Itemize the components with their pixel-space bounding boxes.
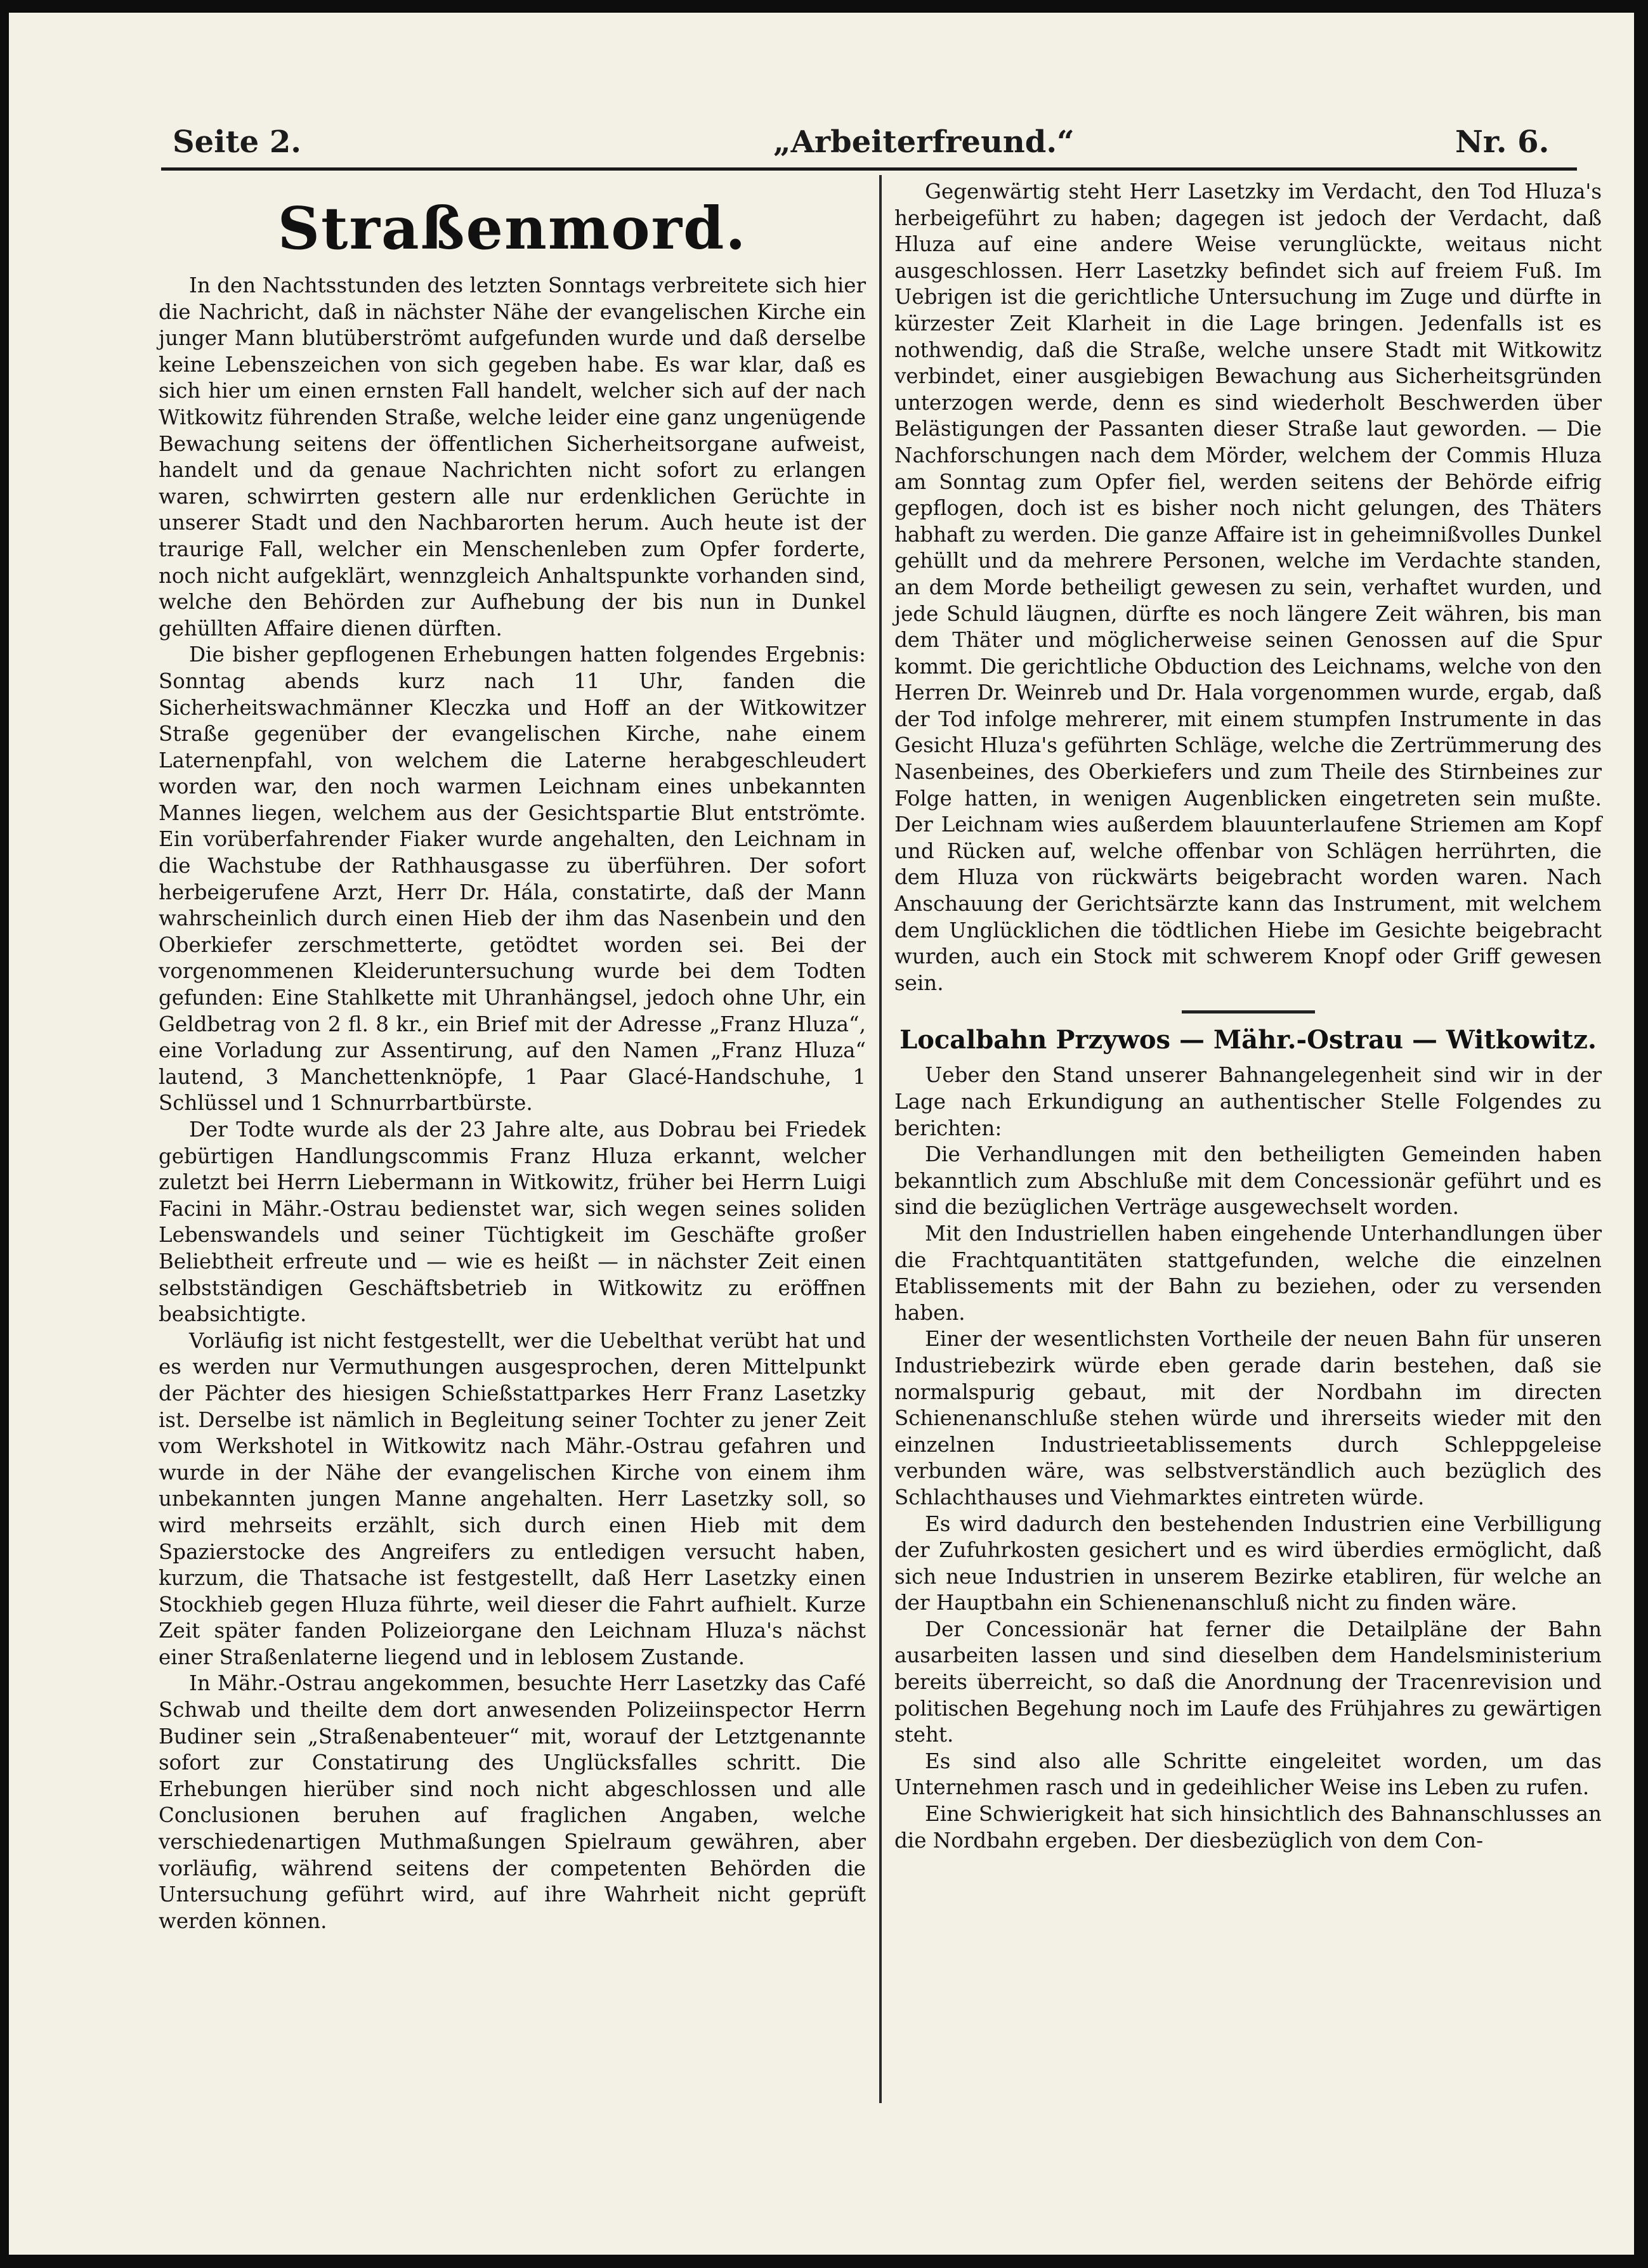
article-title-localbahn: Localbahn Przywos — Mähr.-Ostrau — Witkowitz.: [899, 1025, 1597, 1055]
article-paragraph: Mit den Industriellen haben eingehende Unterhandlungen über die Frachtquantitäten stattgefunden, welche die einzelnen Etablissements mit der Bahn zu beziehen, oder zu versenden haben.: [894, 1221, 1602, 1325]
article-paragraph: Gegenwärtig steht Herr Lasetzky im Verdacht, den Tod Hluza's herbeigeführt zu haben; dagegen ist jedoch der Verdacht, daß Hluza auf eine andere Weise verunglückte, weitaus nicht ausgeschlossen. Herr Lasetzky befindet sich auf freiem Fuß. Im Uebrigen ist die gerichtliche Untersuchung im Zuge und dürfte in kürzester Zeit Klarheit in die Lage bringen. Jedenfalls ist es nothwendig, daß die Straße, welche unsere Stadt mit Witkowitz verbindet, einer ausgiebigen Bewachung aus Sicherheitsgründen unterzogen werde, denn es sind wiederholt Beschwerden über Belästigungen der Passanten dieser Straße laut geworden. — Die Nachforschungen nach dem Mörder, welchem der Commis Hluza am Sonntag zum Opfer fiel, werden seitens der Behörde eifrig gepflogen, doch ist es bisher noch nicht gelungen, des Thäters habhaft zu werden. Die ganze Affaire ist in geheimnißvolles Dunkel gehüllt und da mehrere Personen, welche im Verdachte standen, an dem Morde betheiligt gewesen zu sein, verhaftet wurden, und jede Schuld läugnen, dürfte es noch längere Zeit währen, bis man dem Thäter und möglicherweise seinen Genossen auf die Spur kommt. Die gerichtliche Obduction des Leichnams, welche von den Herren Dr. Weinreb und Dr. Hala vorgenommen wurde, ergab, daß der Tod infolge mehrerer, mit einem stumpfen Instrumente in das Gesicht Hluza's geführten Schläge, welche die Zertrümmerung des Nasenbeines, des Oberkiefers und zum Theile des Stirnbeines zur Folge hatten, in wenigen Augenblicken eingetreten sein mußte. Der Leichnam wies außerdem blauunterlaufene Striemen am Kopf und Rücken auf, welche offenbar von Schlägen herrührten, die dem Hluza von rückwärts beigebracht worden waren. Nach Anschauung der Gerichtsärzte kann das Instrument, mit welchem dem Unglücklichen die tödtlichen Hiebe im Gesichte beigebracht wurden, auch ein Stock mit schwerem Knopf oder Griff gewesen sein.: [894, 179, 1602, 995]
newspaper-page: [9, 13, 1634, 2255]
article-paragraph: Vorläufig ist nicht festgestellt, wer die Uebelthat verübt hat und es werden nur Vermuthungen ausgesprochen, deren Mittelpunkt der Pächter des hiesigen Schießstattparkes Herr Franz Lasetzky ist. Derselbe ist nämlich in Begleitung seiner Tochter zu jener Zeit vom Werkshotel in Witkowitz nach Mähr.-Ostrau gefahren und wurde in der Nähe der evangelischen Kirche von einem ihm unbekannten jungen Manne angehalten. Herr Lasetzky soll, so wird mehrseits erzählt, sich durch einen Hieb mit dem Spazierstocke des Angreifers zu entledigen versucht haben, kurzum, die Thatsache ist festgestellt, daß Herr Lasetzky einen Stockhieb gegen Hluza führte, weil dieser die Fahrt aufhielt. Kurze Zeit später fanden Polizeiorgane den Leichnam Hluza's nächst einer Straßenlaterne liegend und in leblosem Zustande.: [159, 1328, 866, 1669]
article-paragraph: In Mähr.-Ostrau angekommen, besuchte Herr Lasetzky das Café Schwab und theilte dem dort anwesenden Polizeiinspector Herrn Budiner sein „Straßenabenteuer“ mit, worauf der Letztgenannte sofort zur Constatirung des Unglücksfalles schritt. Die Erhebungen hierüber sind noch nicht abgeschlossen und alle Conclusionen beruhen auf fraglichen Angaben, welche verschiedenartigen Muthmaßungen Spielraum gewähren, aber vorläufig, während seitens der competenten Behörden die Untersuchung geführt wird, auf ihre Wahrheit nicht geprüft werden können.: [159, 1671, 866, 1933]
header-rule: [161, 167, 1577, 171]
article-paragraph: Die Verhandlungen mit den betheiligten Gemeinden haben bekanntlich zum Abschluße mit dem Concessionär geführt und es sind die bezüglichen Verträge ausgewechselt worden.: [894, 1142, 1602, 1220]
article-paragraph: Es sind also alle Schritte eingeleitet worden, um das Unternehmen rasch und in gedeihlicher Weise ins Leben zu rufen.: [894, 1749, 1602, 1800]
article-title-strassenmord: Straßenmord.: [277, 194, 747, 263]
article-paragraph: In den Nachtsstunden des letzten Sonntags verbreitete sich hier die Nachricht, daß in nächster Nähe der evangelischen Kirche ein junger Mann blutüberströmt aufgefunden wurde und daß derselbe keine Lebenszeichen von sich gegeben habe. Es war klar, daß es sich hier um einen ernsten Fall handelt, welcher sich auf der nach Witkowitz führenden Straße, welche leider eine ganz ungenügende Bewachung seitens der öffentlichen Sicherheitsorgane aufweist, handelt und da genaue Nachrichten nicht sofort zu erlangen waren, schwirrten gestern alle nur erdenklichen Gerüchte in unserer Stadt und den Nachbarorten herum. Auch heute ist der traurige Fall, welcher ein Menschenleben zum Opfer forderte, noch nicht aufgeklärt, wennzgleich Anhaltspunkte vorhanden sind, welche den Behörden zur Aufhebung der bis nun in Dunkel gehüllten Affaire dienen dürften.: [159, 273, 866, 641]
article-paragraph: Der Todte wurde als der 23 Jahre alte, aus Dobrau bei Friedek gebürtigen Handlungscommis Franz Hluza erkannt, welcher zuletzt bei Herrn Liebermann in Witkowitz, früher bei Herrn Luigi Facini in Mähr.-Ostrau bedienstet war, sich wegen seines soliden Lebenswandels und seiner Tüchtigkeit im Geschäfte großer Beliebtheit erfreute und — wie es heißt — in nächster Zeit einen selbstständigen Geschäftsbetrieb in Witkowitz zu eröffnen beabsichtigte.: [159, 1118, 866, 1327]
article-paragraph: Eine Schwierigkeit hat sich hinsichtlich des Bahnanschlusses an die Nordbahn ergeben. Der diesbezüglich von dem Con-: [894, 1802, 1602, 1853]
article-paragraph: Ueber den Stand unserer Bahnangelegenheit sind wir in der Lage nach Erkundigung an authentischer Stelle Folgendes zu berichten:: [894, 1063, 1602, 1140]
left-column: [159, 179, 866, 1934]
article-paragraph: Einer der wesentlichsten Vortheile der neuen Bahn für unseren Industriebezirk würde eben gerade darin bestehen, daß sie normalspurig gebaut, mit der Nordbahn im directen Schienenanschluße stehen würde und ihrerseits wieder mit den einzelnen Industrieetablissements durch Schleppgeleise verbunden wäre, was selbstverständlich auch bezüglich des Schlachthauses und Viehmarktes eintreten würde.: [894, 1327, 1602, 1509]
article-paragraph: Die bisher gepflogenen Erhebungen hatten folgendes Ergebnis: Sonntag abends kurz nach 11 Uhr, fanden die Sicherheitswachmänner Kleczka und Hoff an der Witkowitzer Straße gegenüber der evangelischen Kirche, nahe einem Laternenpfahl, von welchem die Laterne herabgeschleudert worden war, den noch warmen Leichnam eines unbekannten Mannes liegen, welchem aus der Gesichtspartie Blut entströmte. Ein vorüberfahrender Fiaker wurde angehalten, den Leichnam in die Wachstube der Rathhausgasse zu überführen. Der sofort herbeigerufene Arzt, Herr Dr. Hála, constatirte, daß der Mann wahrscheinlich durch einen Hieb der ihm das Nasenbein und den Oberkiefer zerschmetterte, getödtet worden sei. Bei der vorgenommenen Kleideruntersuchung wurde bei dem Todten gefunden: Eine Stahlkette mit Uhranhängsel, jedoch ohne Uhr, ein Geldbetrag von 2 fl. 8 kr., ein Brief mit der Adresse „Franz Hluza“, eine Vorladung zur Assentirung, auf den Namen „Franz Hluza“ lautend, 3 Manchettenknöpfe, 1 Paar Glacé-Handschuhe, 1 Schlüssel und 1 Schnurrbartbürste.: [159, 642, 866, 1116]
article-separator: [894, 1010, 1602, 1013]
right-column: [894, 179, 1602, 1854]
article-paragraph: Der Concessionär hat ferner die Detailpläne der Bahn ausarbeiten lassen und sind dieselben dem Handelsministerium bereits überreicht, so daß die Anordnung der Tracenrevision und politischen Begehung noch im Laufe des Frühjahres zu gewärtigen steht.: [894, 1617, 1602, 1747]
page-number: Seite 2.: [173, 124, 301, 160]
newspaper-title: „Arbeiterfreund.“: [773, 124, 1075, 160]
issue-number: Nr. 6.: [1455, 124, 1550, 160]
column-divider: [879, 175, 882, 2103]
article-paragraph: Es wird dadurch den bestehenden Industrien eine Verbilligung der Zufuhrkosten gesichert und es wird überdies ermöglicht, daß sich neue Industrien in unserem Bezirke etabliren, für welche an der Hauptbahn ein Schienenanschluß nicht zu finden wäre.: [894, 1511, 1602, 1615]
